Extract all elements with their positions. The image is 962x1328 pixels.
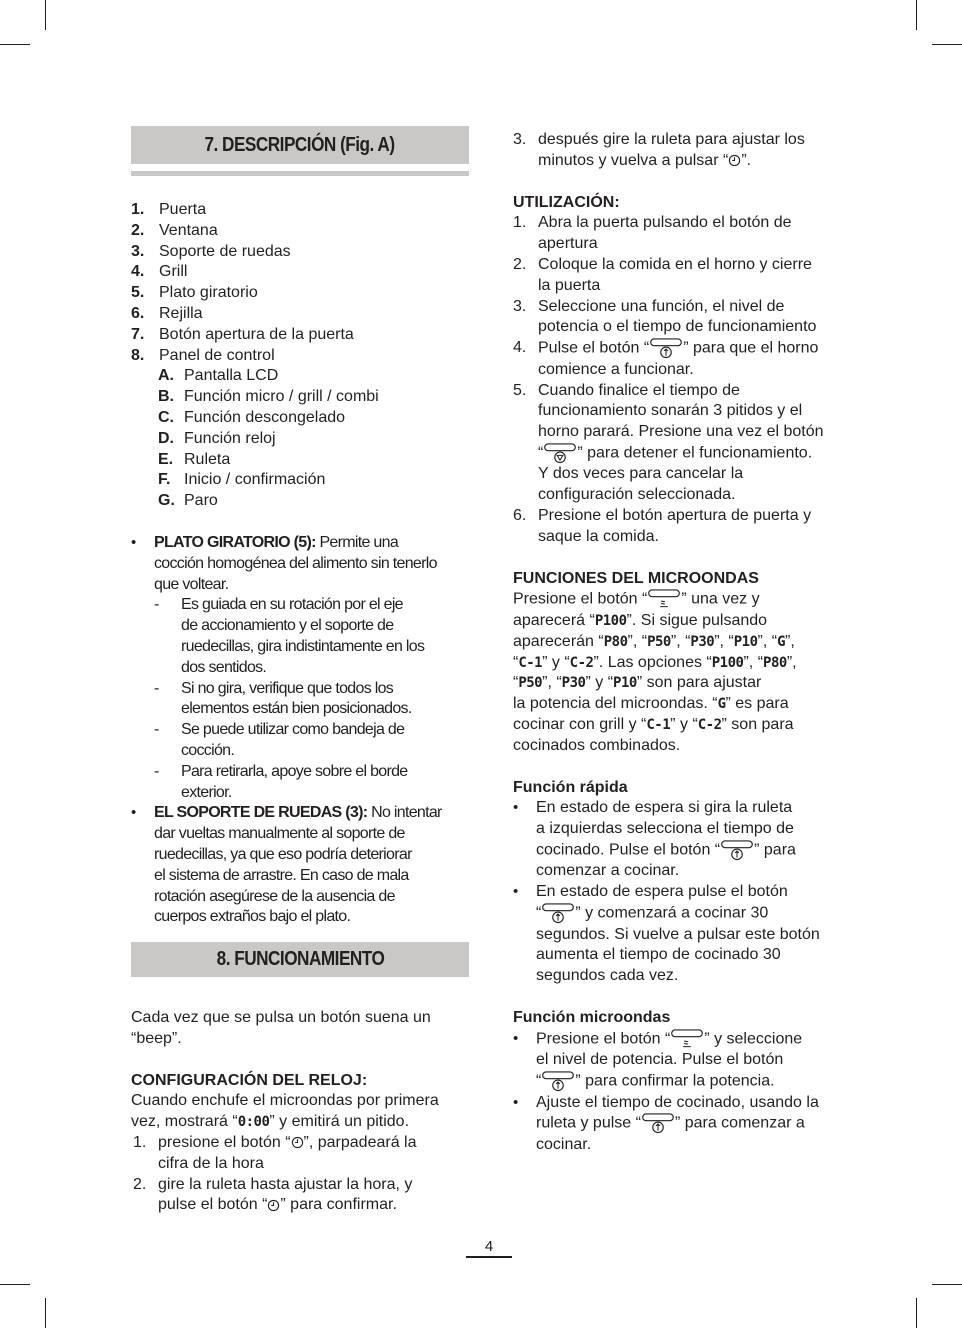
clock-step: 2. gire la ruleta hasta ajustar la hora, y pulse el botón “ ” para confirmar. [133, 1175, 413, 1214]
dash-item: - Para retirarla, apoye sobre el borde exterior. [154, 762, 408, 801]
crop-mark [916, 0, 917, 30]
sub-list-item: E. Ruleta [158, 450, 231, 468]
list-item: 4. Grill [131, 263, 188, 281]
section-8-title: 8. FUNCIONAMIENTO [216, 948, 384, 971]
sub-list-item: D. Función reloj [158, 429, 276, 447]
crop-mark [932, 44, 962, 45]
list-item: 3. Soporte de ruedas [131, 242, 291, 260]
plato-bullet: • PLATO GIRATORIO (5): Permite una cocción homogénea del alimento sin tenerlo que voltear. [131, 533, 437, 593]
page-number: 4 [484, 1238, 494, 1255]
list-item: • Ajuste el tiempo de cocinado, usando la ruleta y pulse “ ” para comenzar a cocinar. [513, 1093, 819, 1153]
usage-step: 2. Coloque la comida en el horno y cierre la puerta [513, 255, 812, 294]
usage-step: 4. Pulse el botón “ ” para que el horno comience a funcionar. [513, 339, 819, 378]
funciones-heading: FUNCIONES DEL MICROONDAS [513, 569, 759, 587]
rapida-heading: Función rápida [513, 778, 628, 796]
list-item: 7. Botón apertura de la puerta [131, 325, 354, 343]
sub-list-item: F. Inicio / confirmación [158, 471, 326, 489]
start-button-icon [541, 1071, 575, 1092]
list-item: • Presione el botón “ ” y seleccione el nivel de potencia. Pulse el botón “ ” para confirmar la potencia. [513, 1029, 853, 1093]
dash-item: - Es guiada en su rotación por el eje de accionamiento y el soporte de ruedecillas, gira indistintamente en los dos sentidos. [154, 596, 425, 676]
crop-mark [0, 1284, 30, 1285]
usage-step: 5. Cuando finalice el tiempo de funcionamiento sonarán 3 pitidos y el horno parará. Presione una vez el botón “ ” para detener el funcionamiento. Y dos veces para cancelar la configuración seleccionada. [513, 381, 824, 504]
crop-mark [916, 1298, 917, 1328]
funciones-paragraph: Presione el botón “ ” una vez y aparecerá “P100”. Si sigue pulsando aparecerán “P80”, “P50”, “P30”, “P10”, “G”, “C-1” y “C-2”. Las opciones “P100”, “P80”, “P50”, “P30” y “P10” son para ajustar la potencia del microondas. “G” es para cocinar con grill y “C-1” y “C-2” son para cocinados combinados. [513, 591, 797, 754]
usage-step: 3. Seleccione una función, el nivel de potencia o el tiempo de funcionamiento [513, 297, 817, 336]
soporte-bullet: • EL SOPORTE DE RUEDAS (3): No intentar dar vueltas manualmente al soporte de ruedecillas, ya que eso podría deteriorar el sistema de arrastre. En caso de mala rotación asegúrese de la ausencia de cuerpos extraños bajo el plato. [131, 804, 442, 926]
sub-list-item: G. Paro [158, 492, 218, 510]
list-item: • En estado de espera si gira la ruleta a izquierdas selecciona el tiempo de cocinado. Pulse el botón “ ” para comenzar a cocinar. [513, 799, 796, 880]
clock-heading: CONFIGURACIÓN DEL RELOJ: [131, 1071, 368, 1089]
crop-mark [45, 1298, 46, 1328]
usage-step: 6. Presione el botón apertura de puerta y saque la comida. [513, 507, 812, 545]
list-item: 2. Ventana [131, 221, 218, 239]
right-column [513, 130, 853, 1156]
start-button-icon [720, 840, 754, 861]
stop-button-icon [543, 443, 577, 464]
microondas-heading: Función microondas [513, 1008, 671, 1026]
start-button-icon [541, 903, 575, 924]
list-item: 1. Puerta [131, 201, 207, 218]
dash-item: - Se puede utilizar como bandeja de cocción. [154, 721, 405, 759]
clock-icon [267, 1199, 280, 1212]
start-button-icon [649, 338, 683, 359]
list-item: 5. Plato giratorio [131, 284, 258, 302]
dash-item: - Si no gira, verifique que todos los elementos están bien posicionados. [154, 679, 412, 718]
page-number-underline [466, 1256, 512, 1258]
utilizacion-heading: UTILIZACIÓN: [513, 193, 620, 211]
sub-list-item: A. Pantalla LCD [158, 367, 279, 385]
list-item: 6. Rejilla [131, 304, 203, 322]
clock-step: 1. presione el botón “ ”, parpadeará la cifra de la hora [133, 1134, 417, 1172]
crop-mark [0, 44, 30, 45]
sub-list-item: B. Función micro / grill / combi [158, 388, 379, 406]
section-7-header [131, 126, 469, 164]
section-8-header [131, 942, 469, 977]
sub-list-item: C. Función descongelado [158, 408, 346, 426]
clock-icon [728, 154, 741, 167]
lcd-display-value: 0:00 [237, 1114, 270, 1131]
clock-step: 3. después gire la ruleta para ajustar los minutos y vuelva a pulsar “ ”. [513, 131, 805, 169]
list-item: 8. Panel de control [131, 346, 275, 364]
clock-icon [291, 1136, 304, 1149]
crop-mark [45, 0, 46, 30]
intro-text: Cada vez que se pulsa un botón suena un “beep”. [131, 1009, 431, 1047]
start-button-icon [641, 1113, 675, 1134]
crop-mark [932, 1284, 962, 1285]
section-7-title: 7. DESCRIPCIÓN (Fig. A) [204, 133, 396, 156]
microwave-button-icon [647, 589, 681, 610]
left-column: 7. DESCRIPCIÓN (Fig. A) 1. Puerta 2. Ventana 3. Soporte de ruedas 4. Grill 5. Plato giratorio 6. Rejilla 7. Botón apertura de la puerta 8. Panel de control A. Pantalla LCD B. Función micro / grill / combi C. Función descongelado D. Función reloj E. Ruleta F. Inicio / confirmación G. Paro • PLATO GIRATORIO (5): Permite una cocción homogénea del alimento sin tenerlo que voltear. - Es guiada en su rotación por el eje de accionamiento y el soporte de ruedecillas, gira indistintamente en los dos sentidos. - Si no gira, verifique que todos los elementos están bien posicionados. - Se puede utilizar como bandeja de cocción. - Para retirarla, apoye sobre el borde exterior. • EL SOPORTE DE RUEDAS (3): No intentar dar vueltas manualmente al soporte de ruedecillas, ya que eso podría deteriorar el sistema de arrastre. En caso de mala rotación asegúrese de la ausencia de cuerpos extraños bajo el plato. 8. FUNCIONAMIENTO Cada vez que se pulsa un botón suena un “beep”. CONFIGURACIÓN DEL RELOJ: Cuando enchufe el microondas por primera vez, mostrará “0:00” y emitirá un pitido. 1. presione el botón “ ”, parpadeará la cifra de la hora 2. gire la ruleta hasta ajustar la hora, y pulse el botón “ ” para confirmar. [131, 126, 469, 1216]
usage-step: 1. Abra la puerta pulsando el botón de apertura [513, 214, 792, 253]
list-item: • En estado de espera pulse el botón “ ” y comenzará a cocinar 30 segundos. Si vuelve a pulsar este botón aumenta el tiempo de cocinado 30 segundos cada vez. [513, 883, 820, 985]
microwave-button-icon [670, 1029, 704, 1050]
